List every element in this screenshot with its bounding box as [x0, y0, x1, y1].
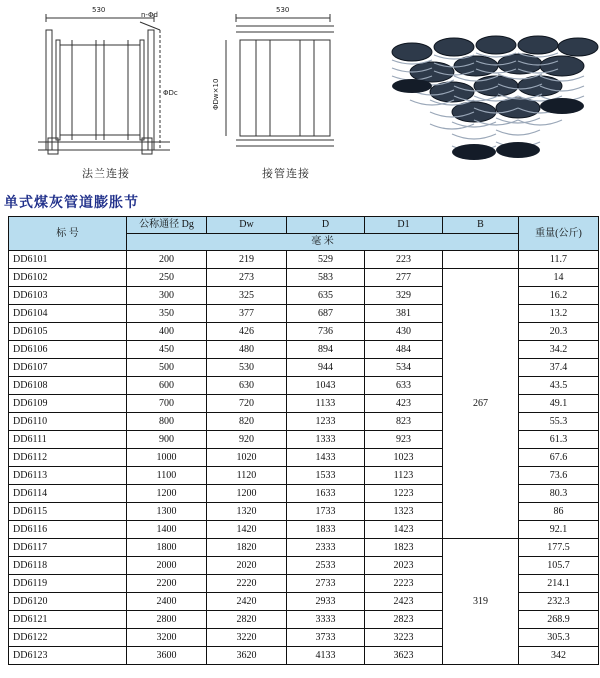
cell-weight: 37.4: [519, 359, 599, 377]
cell-dn: 800: [127, 413, 207, 431]
cell-dn: 600: [127, 377, 207, 395]
cell-model: DD6111: [9, 431, 127, 449]
cell-weight: 49.1: [519, 395, 599, 413]
cell-d1: 329: [365, 287, 443, 305]
header-weight: 重量(公斤): [519, 217, 599, 251]
cell-dn: 1300: [127, 503, 207, 521]
cell-dw: 1120: [207, 467, 287, 485]
cell-d1: 277: [365, 269, 443, 287]
cell-dw: 1820: [207, 539, 287, 557]
cell-d: 894: [287, 341, 365, 359]
cell-dw: 530: [207, 359, 287, 377]
cell-d1: 534: [365, 359, 443, 377]
cell-d1: 823: [365, 413, 443, 431]
cell-dw: 1420: [207, 521, 287, 539]
cell-weight: 305.3: [519, 629, 599, 647]
cell-d: 3733: [287, 629, 365, 647]
cell-model: DD6123: [9, 647, 127, 665]
cell-dw: 720: [207, 395, 287, 413]
cell-d1: 223: [365, 251, 443, 269]
cell-dn: 2400: [127, 593, 207, 611]
cell-dw: 3620: [207, 647, 287, 665]
weld-drawing: [226, 14, 334, 146]
cell-dn: 900: [127, 431, 207, 449]
cell-weight: 105.7: [519, 557, 599, 575]
cell-weight: 92.1: [519, 521, 599, 539]
weld-dim-side: ΦDw×10: [212, 78, 220, 110]
cell-d1: 2823: [365, 611, 443, 629]
cell-dw: 2820: [207, 611, 287, 629]
cell-d: 3333: [287, 611, 365, 629]
cell-dw: 3220: [207, 629, 287, 647]
cell-dw: 273: [207, 269, 287, 287]
cell-d1: 2223: [365, 575, 443, 593]
cell-dn: 250: [127, 269, 207, 287]
cell-model: DD6118: [9, 557, 127, 575]
cell-d: 2533: [287, 557, 365, 575]
cell-d1: 484: [365, 341, 443, 359]
cell-model: DD6103: [9, 287, 127, 305]
header-b: B: [443, 217, 519, 234]
cell-model: DD6117: [9, 539, 127, 557]
cell-dw: 1020: [207, 449, 287, 467]
cell-model: DD6108: [9, 377, 127, 395]
cell-dn: 500: [127, 359, 207, 377]
flange-caption: 法兰连接: [82, 167, 130, 180]
table-row: [9, 539, 599, 557]
cell-b: 267: [443, 269, 519, 539]
cell-d1: 381: [365, 305, 443, 323]
cell-d1: 1123: [365, 467, 443, 485]
cell-d1: 430: [365, 323, 443, 341]
cell-d1: 3223: [365, 629, 443, 647]
technical-drawings: [0, 0, 600, 192]
cell-model: DD6119: [9, 575, 127, 593]
spec-table: [8, 216, 599, 665]
cell-dw: 920: [207, 431, 287, 449]
cell-weight: 16.2: [519, 287, 599, 305]
cell-dw: 630: [207, 377, 287, 395]
cell-weight: 86: [519, 503, 599, 521]
cell-d: 1633: [287, 485, 365, 503]
cell-d: 1833: [287, 521, 365, 539]
cell-b: [443, 251, 519, 269]
spec-table-body: [9, 251, 599, 665]
flange-dim-top: 530: [92, 6, 106, 14]
cell-dn: 1200: [127, 485, 207, 503]
cell-dw: 325: [207, 287, 287, 305]
cell-dn: 400: [127, 323, 207, 341]
cell-d: 635: [287, 287, 365, 305]
cell-d1: 1223: [365, 485, 443, 503]
cell-model: DD6104: [9, 305, 127, 323]
cell-dn: 450: [127, 341, 207, 359]
cell-weight: 20.3: [519, 323, 599, 341]
cell-dn: 1800: [127, 539, 207, 557]
section-title: 单式煤灰管道膨胀节: [4, 195, 139, 211]
cell-dn: 2200: [127, 575, 207, 593]
cell-dw: 426: [207, 323, 287, 341]
cell-dw: 377: [207, 305, 287, 323]
table-row: [9, 251, 599, 269]
cell-d1: 3623: [365, 647, 443, 665]
cell-weight: 80.3: [519, 485, 599, 503]
cell-d: 4133: [287, 647, 365, 665]
cell-dw: 820: [207, 413, 287, 431]
cell-dn: 2000: [127, 557, 207, 575]
weld-caption: 接管连接: [262, 167, 310, 180]
cell-weight: 11.7: [519, 251, 599, 269]
cell-d1: 2423: [365, 593, 443, 611]
cell-d: 736: [287, 323, 365, 341]
product-drawings: [0, 0, 600, 192]
product-photo: [380, 30, 600, 170]
cell-dn: 3600: [127, 647, 207, 665]
cell-dn: 350: [127, 305, 207, 323]
cell-dn: 1100: [127, 467, 207, 485]
cell-dn: 1000: [127, 449, 207, 467]
cell-d: 2333: [287, 539, 365, 557]
cell-d: 529: [287, 251, 365, 269]
cell-dw: 480: [207, 341, 287, 359]
cell-model: DD6101: [9, 251, 127, 269]
cell-d: 2933: [287, 593, 365, 611]
flange-dim-note: n-Φd: [141, 11, 158, 19]
cell-d1: 1423: [365, 521, 443, 539]
cell-d: 1433: [287, 449, 365, 467]
cell-d1: 633: [365, 377, 443, 395]
cell-dw: 1200: [207, 485, 287, 503]
cell-dn: 1400: [127, 521, 207, 539]
cell-weight: 34.2: [519, 341, 599, 359]
cell-d: 583: [287, 269, 365, 287]
table-row: [9, 269, 599, 287]
header-dw: Dw: [207, 217, 287, 234]
cell-dn: 2800: [127, 611, 207, 629]
header-model: 标 号: [9, 217, 127, 251]
cell-model: DD6113: [9, 467, 127, 485]
cell-b: 319: [443, 539, 519, 665]
cell-d: 1133: [287, 395, 365, 413]
cell-d: 1043: [287, 377, 365, 395]
cell-d1: 423: [365, 395, 443, 413]
cell-model: DD6116: [9, 521, 127, 539]
cell-weight: 268.9: [519, 611, 599, 629]
cell-dw: 2420: [207, 593, 287, 611]
cell-weight: 14: [519, 269, 599, 287]
cell-weight: 73.6: [519, 467, 599, 485]
cell-d: 1533: [287, 467, 365, 485]
cell-model: DD6102: [9, 269, 127, 287]
cell-weight: 55.3: [519, 413, 599, 431]
weld-dim-top: 530: [276, 6, 290, 14]
cell-d: 1333: [287, 431, 365, 449]
flange-dim-side: ΦDc: [163, 89, 178, 97]
cell-weight: 177.5: [519, 539, 599, 557]
cell-weight: 232.3: [519, 593, 599, 611]
header-unit: 毫 米: [127, 234, 519, 251]
cell-model: DD6110: [9, 413, 127, 431]
cell-weight: 43.5: [519, 377, 599, 395]
cell-d: 944: [287, 359, 365, 377]
cell-model: DD6109: [9, 395, 127, 413]
cell-model: DD6105: [9, 323, 127, 341]
cell-d1: 2023: [365, 557, 443, 575]
cell-d: 1733: [287, 503, 365, 521]
cell-dw: 2220: [207, 575, 287, 593]
cell-d1: 923: [365, 431, 443, 449]
cell-dw: 2020: [207, 557, 287, 575]
cell-model: DD6115: [9, 503, 127, 521]
cell-model: DD6114: [9, 485, 127, 503]
cell-dn: 200: [127, 251, 207, 269]
cell-d1: 1023: [365, 449, 443, 467]
cell-weight: 67.6: [519, 449, 599, 467]
cell-d: 2733: [287, 575, 365, 593]
header-dn: 公称通径 Dg: [127, 217, 207, 234]
cell-dw: 1320: [207, 503, 287, 521]
header-d: D: [287, 217, 365, 234]
cell-dw: 219: [207, 251, 287, 269]
cell-d: 1233: [287, 413, 365, 431]
cell-weight: 13.2: [519, 305, 599, 323]
cell-d1: 1323: [365, 503, 443, 521]
cell-model: DD6112: [9, 449, 127, 467]
cell-model: DD6106: [9, 341, 127, 359]
cell-model: DD6122: [9, 629, 127, 647]
flange-drawing: [38, 14, 170, 154]
cell-weight: 61.3: [519, 431, 599, 449]
cell-dn: 3200: [127, 629, 207, 647]
cell-model: DD6120: [9, 593, 127, 611]
cell-dn: 300: [127, 287, 207, 305]
header-d1: D1: [365, 217, 443, 234]
cell-model: DD6121: [9, 611, 127, 629]
cell-d: 687: [287, 305, 365, 323]
cell-weight: 214.1: [519, 575, 599, 593]
cell-model: DD6107: [9, 359, 127, 377]
cell-d1: 1823: [365, 539, 443, 557]
cell-weight: 342: [519, 647, 599, 665]
cell-dn: 700: [127, 395, 207, 413]
